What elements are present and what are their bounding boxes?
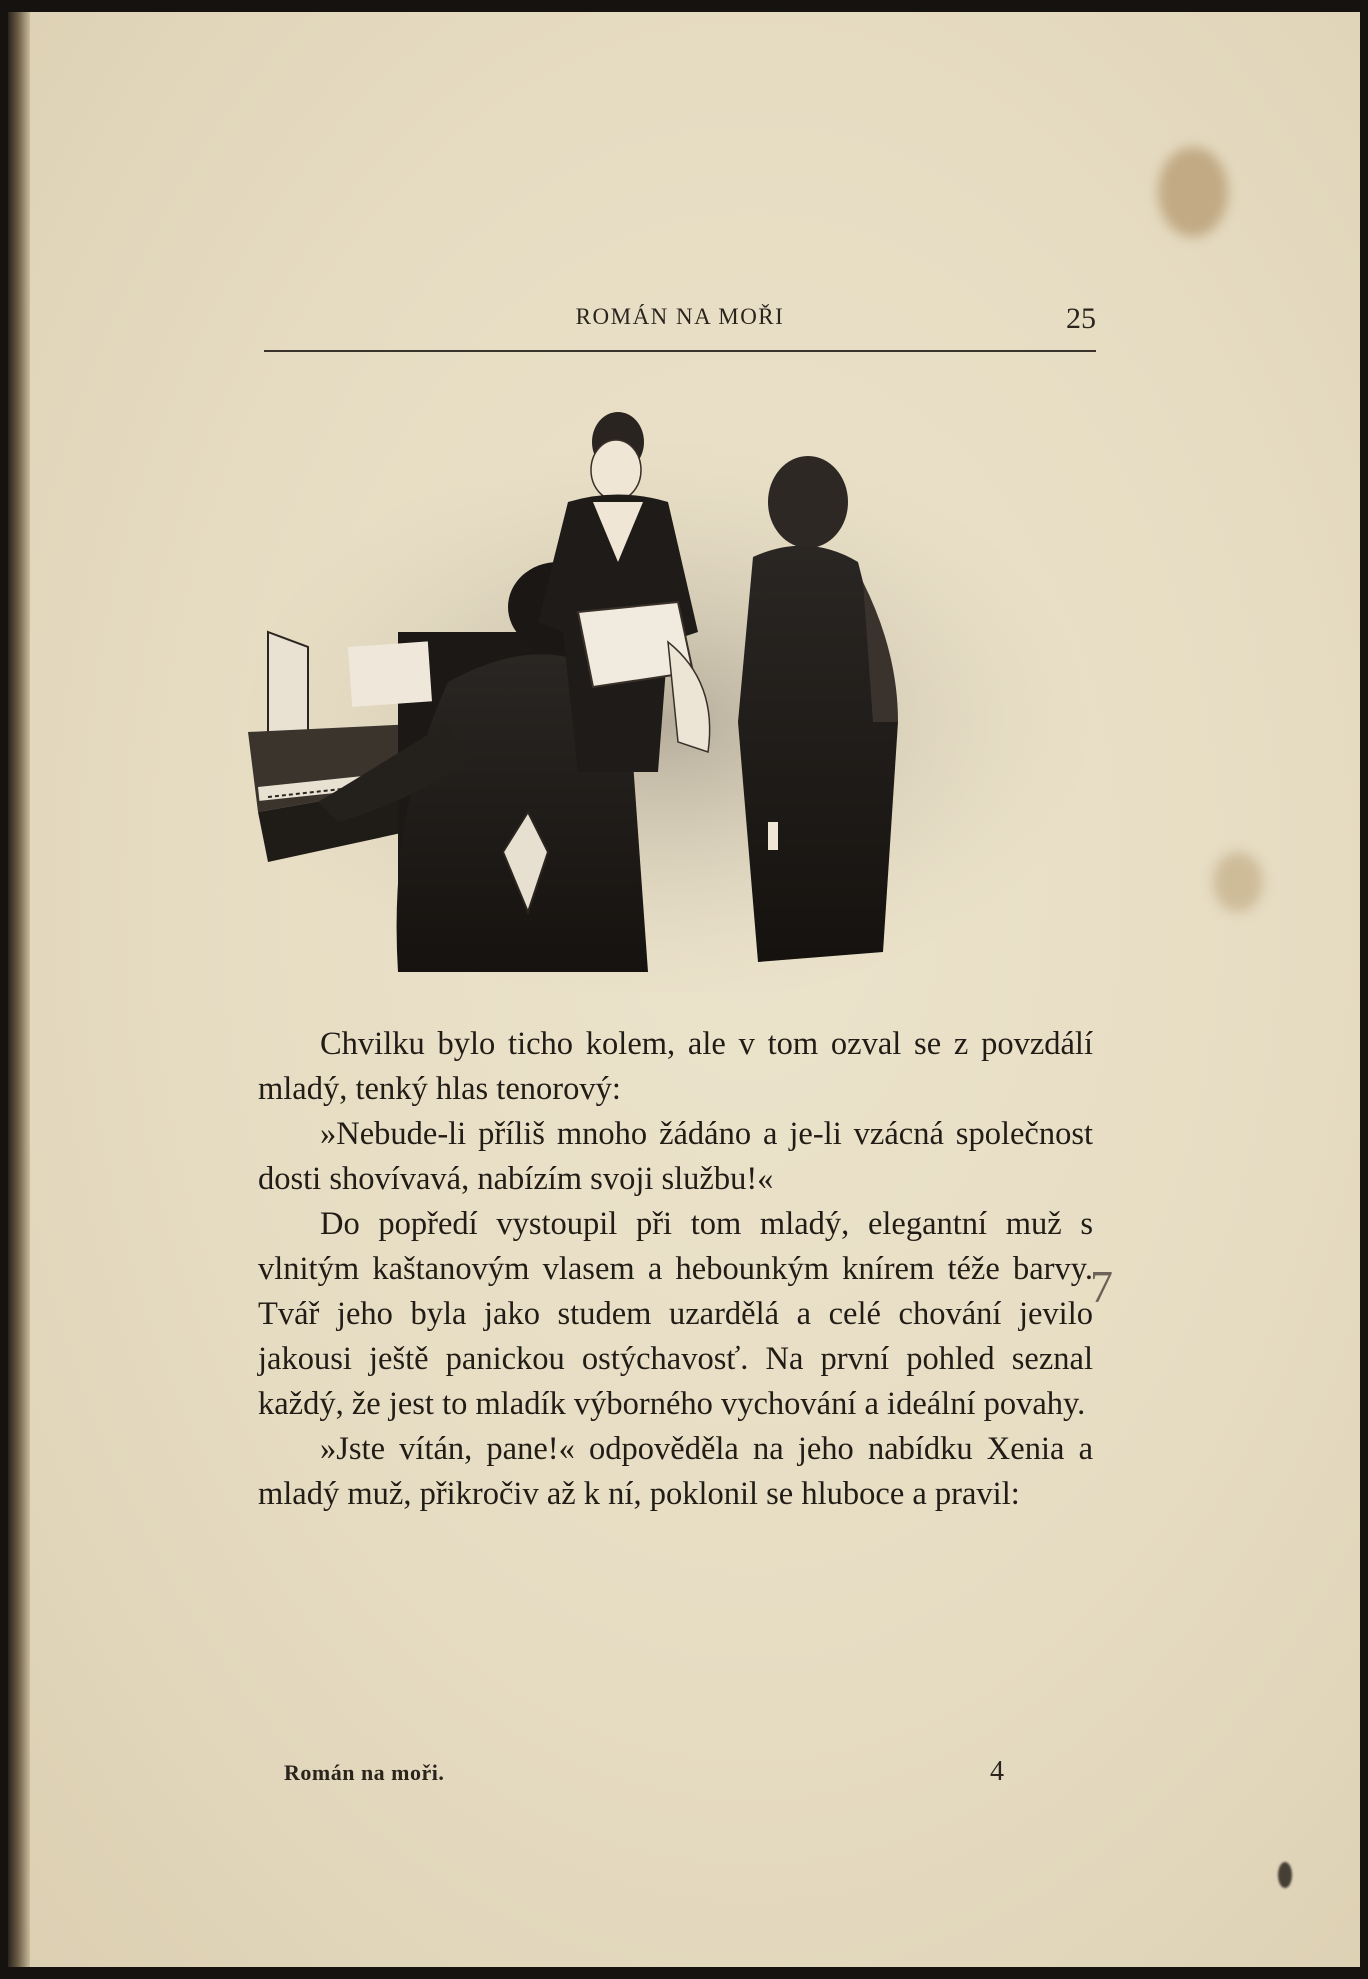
paragraph: Do popředí vystoupil při tom mladý, elegantní muž s vlnitým kaštanovým vlasem a hebounkým knírem téže barvy. Tvář jeho byla jako studem uzardělá a celé chování jevilo jakousi ještě panickou ostýchavosť. Na první pohled seznal každý, že jest to mladík výborného vychování a ideální povahy. xyxy=(258,1206,1093,1422)
paper-stain xyxy=(1278,1862,1292,1888)
paragraph: »Jste vítán, pane!« odpověděla na jeho nabídku Xenia a mladý muž, přikročiv až k ní, poklonil se hluboce a pravil: xyxy=(258,1431,1093,1512)
paper-stain xyxy=(1213,852,1263,912)
piano-scene-illustration xyxy=(248,392,1108,992)
page-footer xyxy=(284,1756,1004,1800)
paper-stain xyxy=(1158,147,1228,237)
signature-number: 4 xyxy=(990,1756,1004,1787)
paragraph: »Nebude-li příliš mnoho žádáno a je-li vzácná společnost dosti shovívavá, nabízím svoji službu!« xyxy=(258,1116,1093,1197)
body-text xyxy=(258,1022,1093,1517)
book-page xyxy=(8,12,1360,1967)
signature-mark: Román na moři. xyxy=(284,1760,445,1785)
running-head xyxy=(264,300,1096,352)
margin-annotation: 7 xyxy=(1090,1261,1113,1312)
running-title: ROMÁN NA MOŘI xyxy=(575,304,785,329)
page-number: 25 xyxy=(1066,302,1096,335)
page-binding-edge xyxy=(8,12,30,1967)
paragraph: Chvilku bylo ticho kolem, ale v tom ozval se z povzdálí mladý, tenký hlas tenorový: xyxy=(258,1026,1093,1107)
